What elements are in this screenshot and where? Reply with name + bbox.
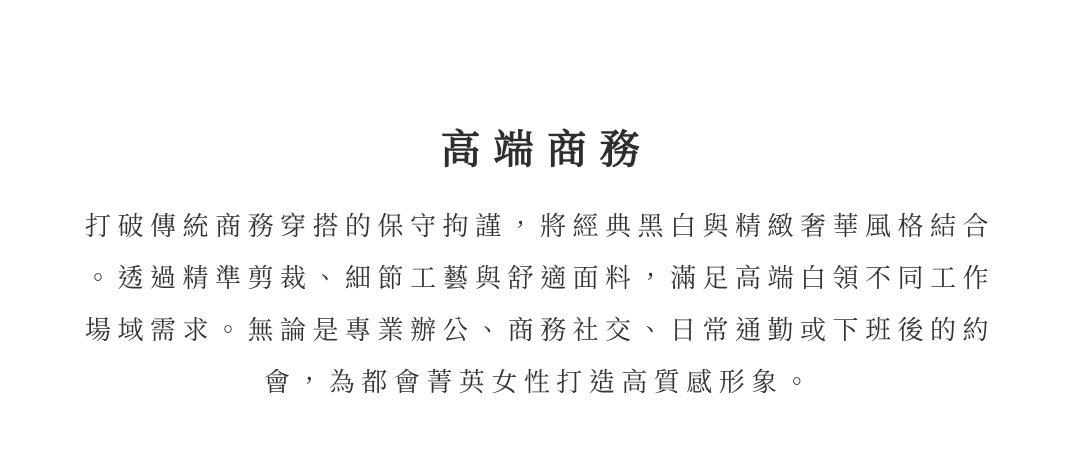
paragraph-line-1: 打破傳統商務穿搭的保守拘謹，將經典黑白與精緻奢華風格結合	[84, 211, 995, 241]
paragraph-line-3: 場域需求。無論是專業辦公、商務社交、日常通勤或下班後的約	[84, 315, 995, 345]
section-paragraph	[70, 200, 1010, 408]
intro-section	[70, 0, 1010, 408]
paragraph-line-4: 會，為都會菁英女性打造高質感形象。	[263, 367, 817, 397]
section-title: 高端商務	[440, 128, 653, 172]
paragraph-line-2: 。透過精準剪裁、細節工藝與舒適面料，滿足高端白領不同工作	[84, 263, 995, 293]
